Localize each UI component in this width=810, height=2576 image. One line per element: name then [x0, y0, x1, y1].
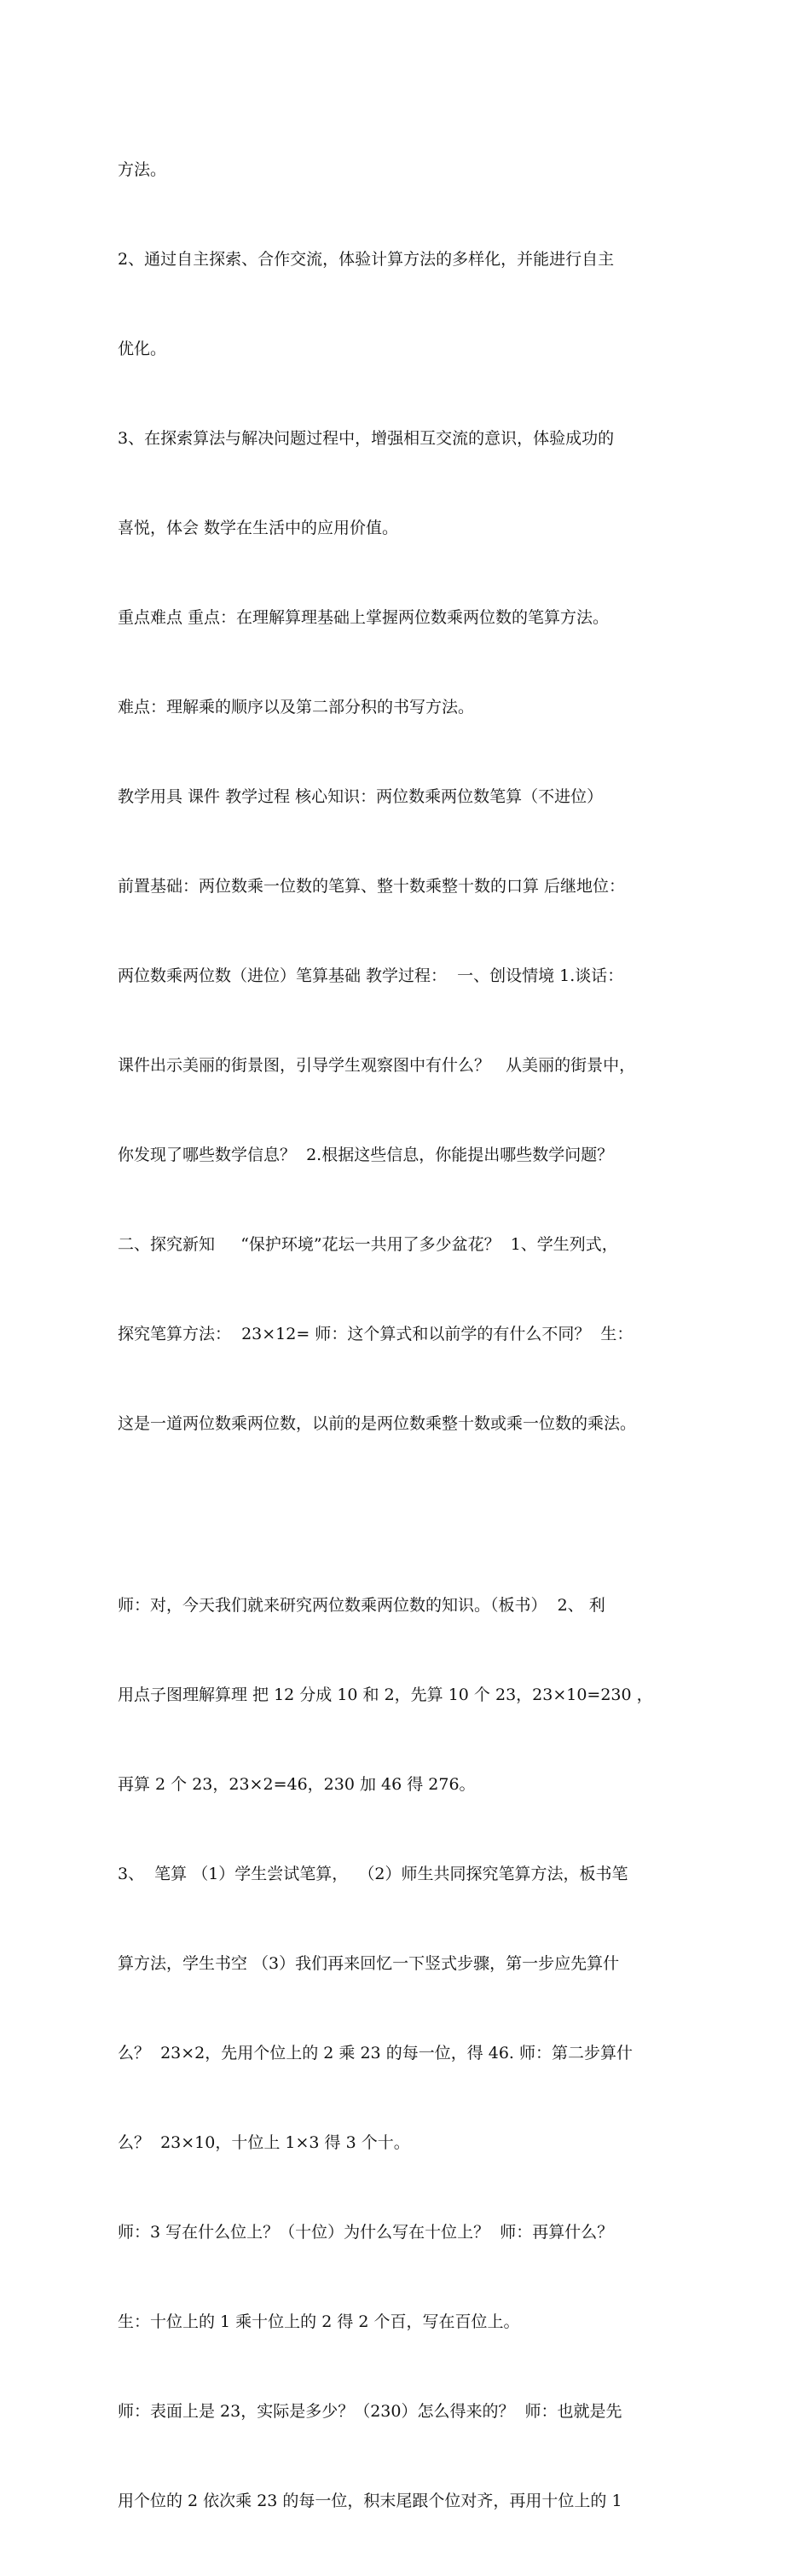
text-line: 再算 2 个 23，23×2=46，230 加 46 得 276。 [118, 1775, 476, 1794]
text-line: 师：对，今天我们就来研究两位数乘两位数的知识。（板书） 2、 利 [118, 1596, 605, 1615]
text-line: 师：表面上是 23，实际是多少？（230）怎么得来的？ 师：也就是先 [118, 2402, 622, 2421]
text-line: 算方法，学生书空 （3）我们再来回忆一下竖式步骤，第一步应先算什 [118, 1954, 620, 1973]
text-line: 师：3 写在什么位上？（十位）为什么写在十位上？ 师：再算什么？ [118, 2223, 614, 2242]
text-line: 生：十位上的 1 乘十位上的 2 得 2 个百，写在百位上。 [118, 2312, 520, 2331]
text-line: 用点子图理解算理 把 12 分成 10 和 2，先算 10 个 23，23×10=230 ， [118, 1685, 653, 1704]
text-line: 这是一道两位数乘两位数，以前的是两位数乘整十数或乘一位数的乘法。 [118, 1414, 637, 1433]
text-line: 二、探究新知 “保护环境”花坛一共用了多少盆花？ 1、学生列式， [118, 1235, 618, 1254]
text-line: 难点：理解乘的顺序以及第二部分积的书写方法。 [118, 698, 475, 717]
text-line: 前置基础：两位数乘一位数的笔算、整十数乘整十数的口算 后继地位： [118, 877, 626, 896]
text-line: 3、 笔算 （1）学生尝试笔算， （2）师生共同探究笔算方法，板书笔 [118, 1865, 628, 1883]
text-line: 么？ 23×10，十位上 1×3 得 3 个十。 [118, 2133, 410, 2152]
text-line: 探究笔算方法： 23×12= 师：这个算式和以前学的有什么不同？ 生： [118, 1325, 634, 1343]
text-line: 2、通过自主探索、合作交流，体验计算方法的多样化，并能进行自主 [118, 250, 615, 269]
text-line: 重点难点 重点：在理解算理基础上掌握两位数乘两位数的笔算方法。 [118, 608, 610, 627]
text-line: 优化。 [118, 339, 167, 358]
text-line: 方法。 [118, 160, 167, 179]
text-line: 教学用具 课件 教学过程 核心知识：两位数乘两位数笔算（不进位） [118, 787, 604, 806]
text-line: 喜悦，体会 数学在生活中的应用价值。 [118, 519, 399, 537]
paragraph-gap [118, 1499, 706, 1531]
text-line: 3、在探索算法与解决问题过程中，增强相互交流的意识，体验成功的 [118, 429, 615, 448]
text-line: 用个位的 2 依次乘 23 的每一位，积末尾跟个位对齐，再用十位上的 1 [118, 2492, 622, 2510]
document-body [118, 96, 706, 2576]
text-line: 课件出示美丽的街景图，引导学生观察图中有什么？ 从美丽的街景中， [118, 1056, 636, 1075]
text-line: 两位数乘两位数（进位）笔算基础 教学过程： 一、创设情境 1.谈话： [118, 966, 624, 985]
text-line: 你发现了哪些数学信息？ 2.根据这些信息，你能提出哪些数学问题？ [118, 1146, 614, 1164]
text-line: 么？ 23×2，先用个位上的 2 乘 23 的每一位，得 46. 师：第二步算什 [118, 2044, 633, 2063]
